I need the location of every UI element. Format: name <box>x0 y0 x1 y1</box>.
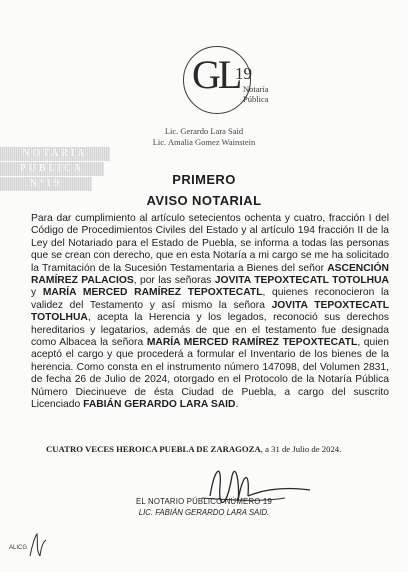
heir-name-1-repeat: JOVITA TEPOXTECATL TOTOLHUA <box>31 299 389 324</box>
body-text-5: , acepta la Herencia y los legados, reconoció sus derechos hereditarios y legatarios, además de que en el testamento fue designada como Albacea la señora <box>31 312 389 349</box>
place-date-line <box>46 444 341 454</box>
heading-aviso-notarial: AVISO NOTARIAL <box>146 193 262 208</box>
deceased-name: ASCENCIÓN RAMÍREZ PALACIOS <box>31 262 389 287</box>
body-text-7: . <box>235 399 239 411</box>
logo-subtitle-line2: Pública <box>243 94 269 104</box>
body-text-6: , quien aceptó el cargo y que procederá a formular el Inventario de los bienes de la herencia. Como consta en el instrumento número 147098, del Volumen 2831, de fecha 26 de Julio de 2024, otorgado en el Protocolo de la Notaría Pública Número Diecinueve de ésta Ciudad de Puebla, a cargo del suscrito Licenciado <box>31 337 389 411</box>
signature-title: EL NOTARIO PÚBLICO NÚMERO 19 <box>135 497 272 506</box>
place: CUATRO VECES HEROICA PUEBLA DE ZARAGOZA <box>46 444 261 454</box>
signature-block <box>0 496 408 518</box>
logo-monogram: GL <box>192 52 240 97</box>
logo-subtitle-line1: Notaría <box>243 84 269 94</box>
logo-subtitle <box>243 84 269 104</box>
body-text-1: Para dar cumplimiento al artículo setecientos ochenta y cuatro, fracción I del Código de Procedimientos Civiles del Estado y al artículo 194 fracción II de la Ley del Notariado para el Estado de Puebla, se informa a todas las personas que se crean con derecho, que en esta Notaría a mi cargo se me ha solicitado la Tramitación de la Sucesión Testamentaria a Bienes del señor <box>31 213 389 274</box>
notary-names <box>0 126 408 148</box>
body-text-2: , por las señoras <box>133 275 215 287</box>
notice-body <box>31 213 389 412</box>
body-text-4: , quienes reconocieron la validez del Testamento y así mismo la señora <box>31 287 389 311</box>
notary-name-2: Lic. Amalia Gomez Wainstein <box>152 137 256 147</box>
logo-number: 19 <box>235 64 252 83</box>
notary-name-1: Lic. Gerardo Lara Said <box>164 126 244 136</box>
initials-mark <box>26 532 50 560</box>
body-text-3: y <box>31 287 43 299</box>
executor-name: MARÍA MERCED RAMÍREZ TEPOXTECATL <box>146 337 358 349</box>
date: , a 31 de Julio de 2024. <box>260 444 342 454</box>
notary-name-bold: FABIÁN GERARDO LARA SAID <box>83 399 236 411</box>
stamp-line-2: PUBLICA <box>0 162 104 176</box>
notary-logo <box>183 42 269 120</box>
heir-name-1: JOVITA TEPOXTECATL TOTOLHUA <box>214 275 389 287</box>
typist-initials: ALICG <box>9 545 28 551</box>
signature-name: LIC. FABIÁN GERARDO LARA SAID. <box>138 508 270 517</box>
heir-name-2: MARÍA MERCED RAMÍREZ TEPOXTECATL <box>42 287 263 299</box>
heading-primero: PRIMERO <box>172 172 236 187</box>
stamp-line-1: NOTARIA <box>0 147 110 161</box>
stamp-line-3: Nº19 <box>0 177 92 191</box>
